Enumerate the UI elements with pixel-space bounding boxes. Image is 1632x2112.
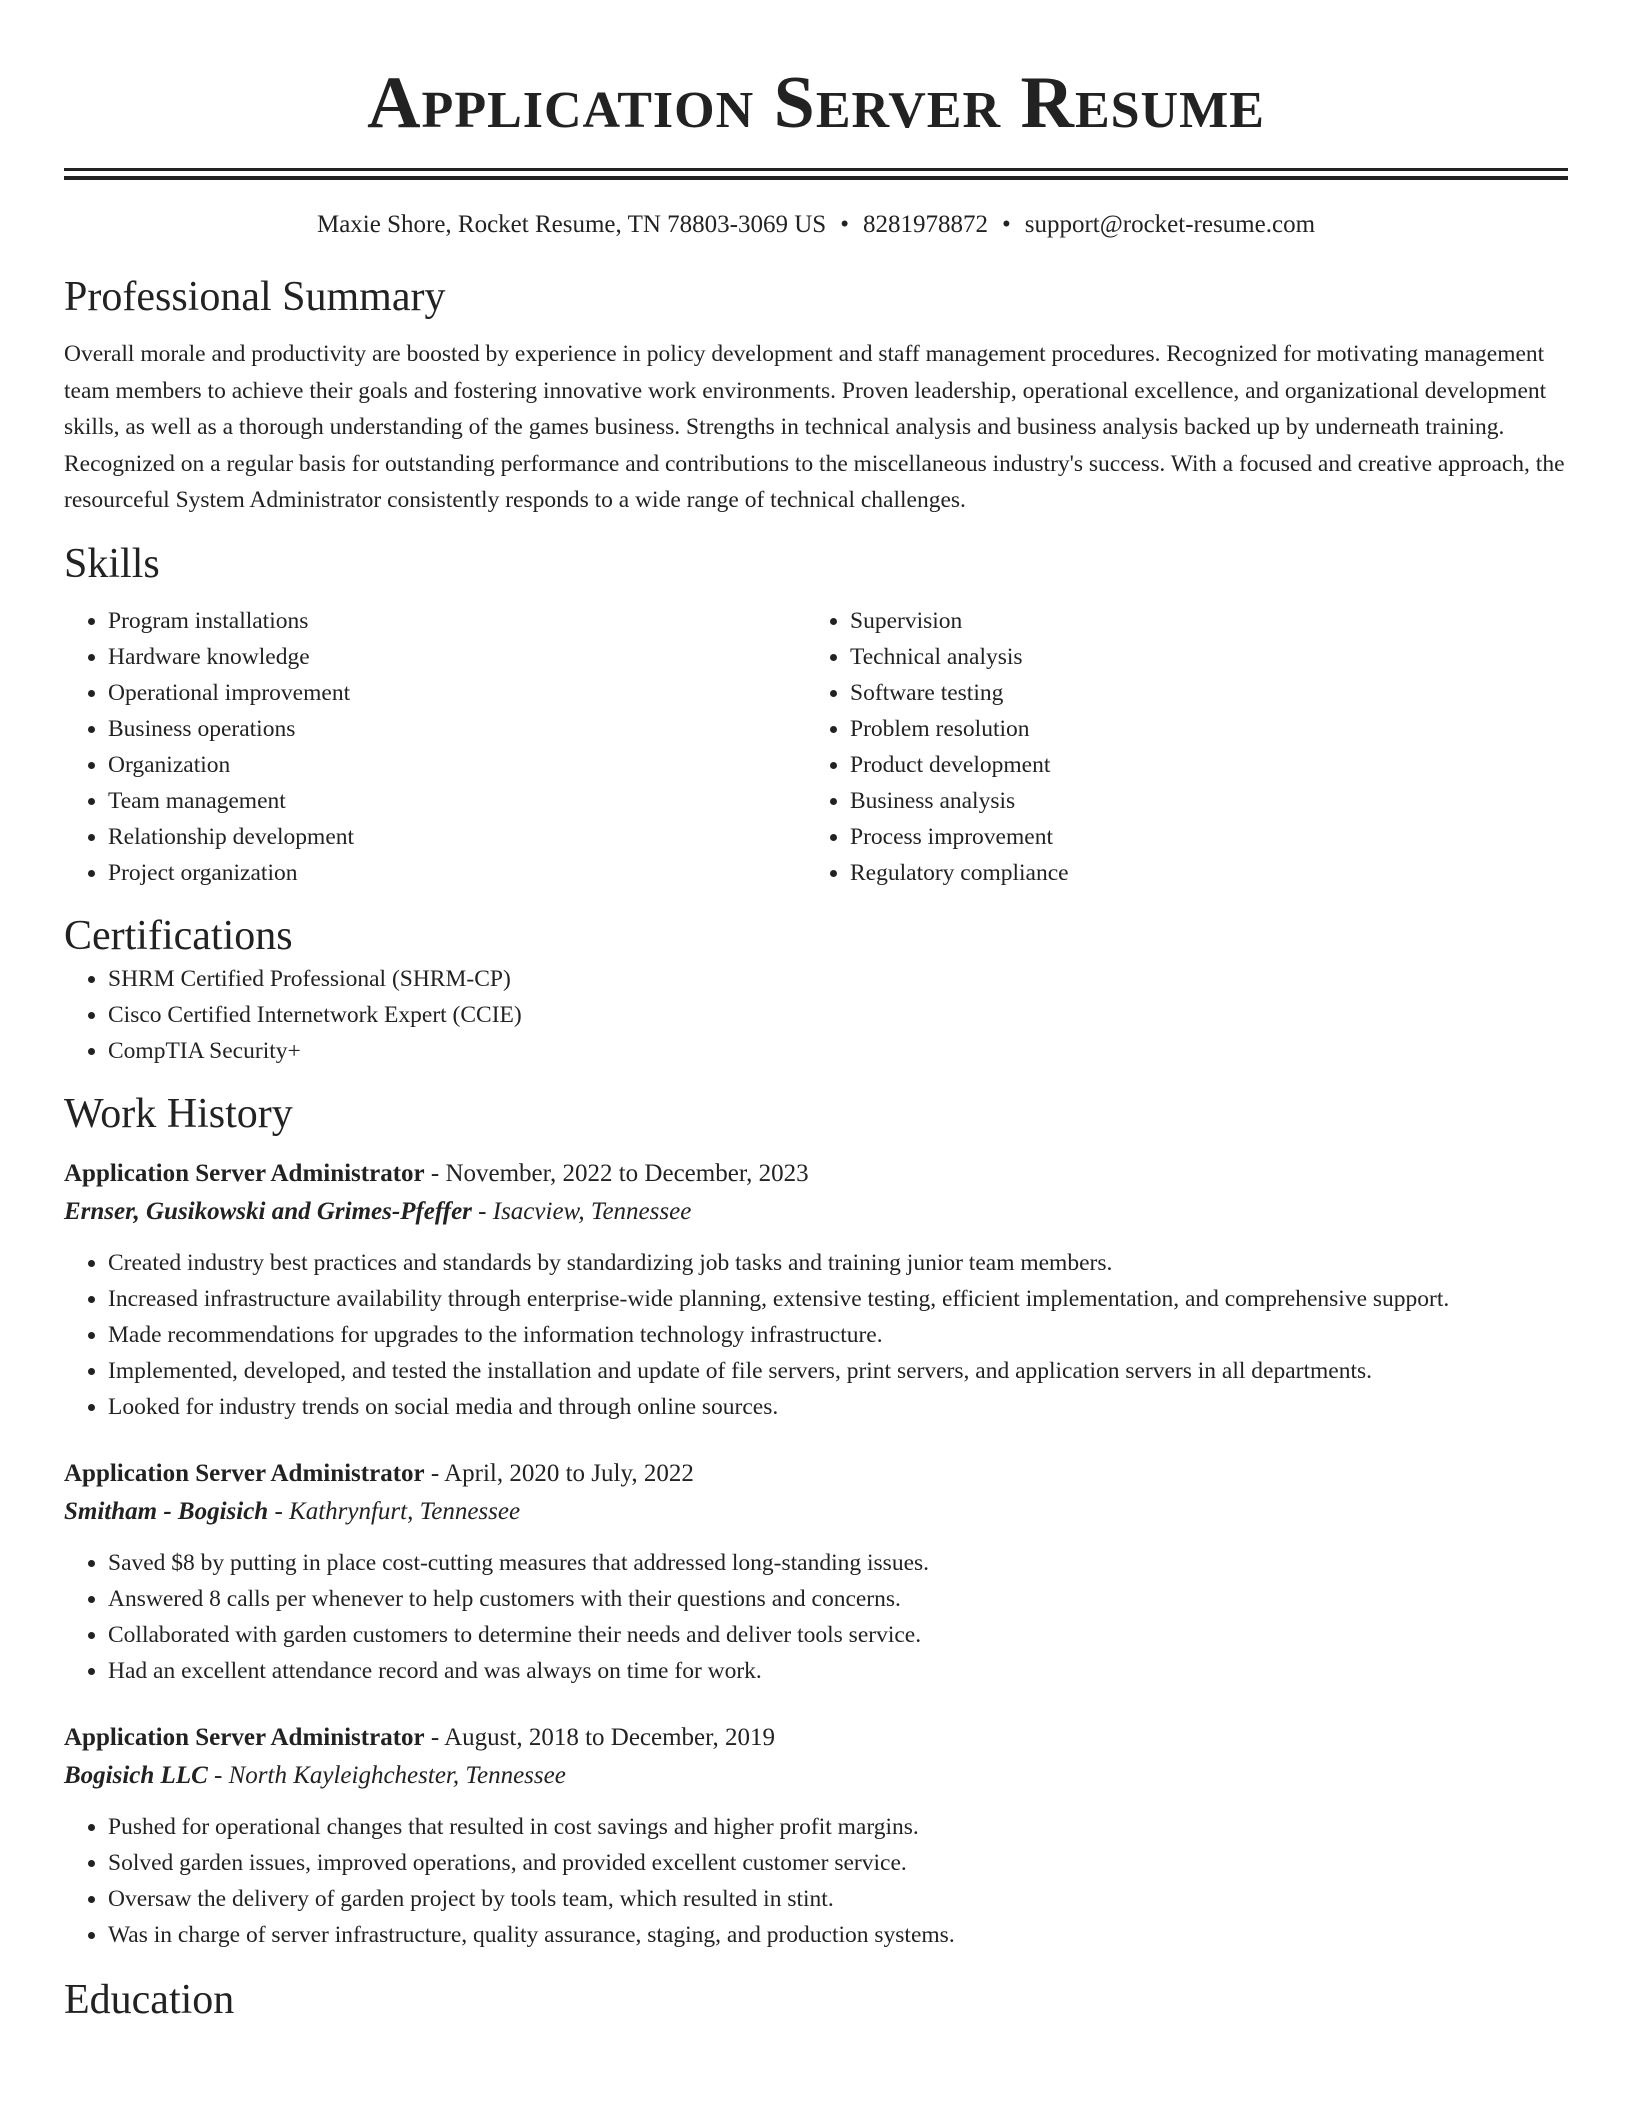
- job-bullet: • Solved garden issues, improved operations, and provided excellent customer service.: [108, 1845, 1568, 1881]
- job-dates: - August, 2018 to December, 2019: [430, 1723, 775, 1751]
- job-company-line: [64, 1757, 1568, 1795]
- summary-heading: Professional Summary: [64, 274, 446, 320]
- skill-item: • Process improvement: [850, 819, 1548, 855]
- job-dates: - April, 2020 to July, 2022: [430, 1459, 694, 1487]
- skills-list-right: [806, 603, 1548, 891]
- certifications-list: [64, 961, 1568, 1069]
- contact-address: Maxie Shore, Rocket Resume, TN 78803-3069 US: [316, 211, 827, 238]
- certification-item: • Cisco Certified Internetwork Expert (CCIE): [108, 997, 1568, 1033]
- resume-title: Application Server Resume: [367, 62, 1265, 144]
- certifications-heading: Certifications: [64, 912, 293, 959]
- job-bullet: • Answered 8 calls per whenever to help customers with their questions and concerns.: [108, 1581, 1568, 1617]
- skills-list-left: [64, 603, 806, 891]
- contact-separator: •: [1001, 211, 1011, 238]
- resume-page: [64, 0, 1568, 2025]
- job-company: Smitham - Bogisich: [64, 1497, 269, 1525]
- job-entry: [64, 1719, 1568, 1953]
- skill-item: • Project organization: [108, 855, 806, 891]
- education-heading: Education: [64, 1976, 235, 2023]
- job-role: Application Server Administrator: [64, 1459, 425, 1487]
- job-bullet: • Looked for industry trends on social media and through online sources.: [108, 1389, 1568, 1425]
- contact-email: support@rocket-resume.com: [1024, 211, 1316, 238]
- job-company-line: [64, 1493, 1568, 1531]
- job-location: - Isacview, Tennessee: [478, 1197, 692, 1225]
- certification-item: • SHRM Certified Professional (SHRM-CP): [108, 961, 1568, 997]
- job-bullet: • Saved $8 by putting in place cost-cutting measures that addressed long-standing issues.: [108, 1545, 1568, 1581]
- skill-item: • Technical analysis: [850, 639, 1548, 675]
- work-history-heading: Work History: [64, 1090, 293, 1137]
- contact-separator: •: [840, 211, 849, 238]
- job-bullet: • Implemented, developed, and tested the installation and update of file servers, print servers, and application servers in all departments.: [108, 1353, 1568, 1389]
- job-bullet: • Pushed for operational changes that resulted in cost savings and higher profit margins.: [108, 1809, 1568, 1845]
- job-bullets: [64, 1809, 1568, 1953]
- skill-item: • Problem resolution: [850, 711, 1548, 747]
- skill-item: • Software testing: [850, 675, 1548, 711]
- job-company: Ernser, Gusikowski and Grimes-Pfeffer: [64, 1197, 472, 1225]
- job-role: Application Server Administrator: [64, 1723, 425, 1751]
- job-bullets: [64, 1545, 1568, 1689]
- skill-item: • Organization: [108, 747, 806, 783]
- certification-item: • CompTIA Security+: [108, 1033, 1568, 1069]
- skill-item: • Hardware knowledge: [108, 639, 806, 675]
- skill-item: • Business operations: [108, 711, 806, 747]
- job-bullet: • Collaborated with garden customers to determine their needs and deliver tools service.: [108, 1617, 1568, 1653]
- job-bullet: • Created industry best practices and standards by standardizing job tasks and training junior team members.: [108, 1245, 1568, 1281]
- job-bullet: • Increased infrastructure availability through enterprise-wide planning, extensive testing, efficient implementation, and comprehensive support.: [108, 1281, 1568, 1317]
- skill-item: • Team management: [108, 783, 806, 819]
- job-entry: [64, 1155, 1568, 1425]
- job-bullet: • Oversaw the delivery of garden project by tools team, which resulted in stint.: [108, 1881, 1568, 1917]
- title-divider: [64, 168, 1568, 180]
- skill-item: • Operational improvement: [108, 675, 806, 711]
- job-dates: - November, 2022 to December, 2023: [430, 1159, 809, 1187]
- summary-text: Overall morale and productivity are boosted by experience in policy development and staff management procedures. Recognized for motivating management team members to achieve their goals and fostering innovative work environments. Proven leadership, operational excellence, and organizational development skills, as well as a thorough understanding of the games business. Strengths in technical analysis and business analysis backed up by underneath training. Recognized on a regular basis for outstanding performance and contributions to the miscellaneous industry's success. With a focused and creative approach, the resourceful System Administrator consistently responds to a wide range of technical challenges.: [64, 341, 1565, 513]
- job-header: [64, 1455, 1568, 1493]
- job-header: [64, 1155, 1568, 1193]
- contact-line: [64, 208, 1568, 242]
- contact-phone: 8281978872: [862, 211, 988, 238]
- skills-heading: Skills: [64, 540, 160, 587]
- job-bullet: • Was in charge of server infrastructure, quality assurance, staging, and production systems.: [108, 1917, 1568, 1953]
- job-company: Bogisich LLC: [64, 1761, 208, 1789]
- job-location: - North Kayleighchester, Tennessee: [214, 1761, 566, 1789]
- job-entry: [64, 1455, 1568, 1689]
- job-bullet: • Made recommendations for upgrades to the information technology infrastructure.: [108, 1317, 1568, 1353]
- skill-item: • Program installations: [108, 603, 806, 639]
- job-role: Application Server Administrator: [64, 1159, 425, 1187]
- skills-columns: [64, 603, 1568, 891]
- skill-item: • Regulatory compliance: [850, 855, 1548, 891]
- skill-item: • Supervision: [850, 603, 1548, 639]
- job-location: - Kathrynfurt, Tennessee: [274, 1497, 521, 1525]
- skill-item: • Relationship development: [108, 819, 806, 855]
- skill-item: • Business analysis: [850, 783, 1548, 819]
- skill-item: • Product development: [850, 747, 1548, 783]
- job-header: [64, 1719, 1568, 1757]
- job-bullet: • Had an excellent attendance record and was always on time for work.: [108, 1653, 1568, 1689]
- job-bullets: [64, 1245, 1568, 1425]
- job-company-line: [64, 1193, 1568, 1231]
